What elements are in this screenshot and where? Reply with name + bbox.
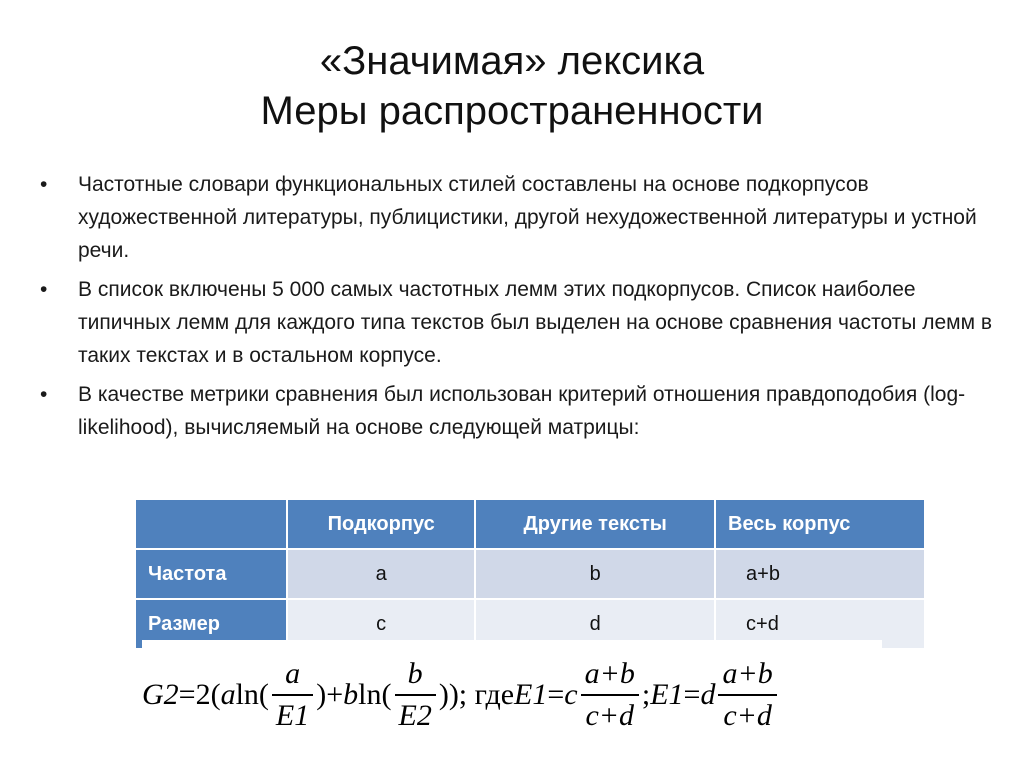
title-line-1: «Значимая» лексика xyxy=(319,39,705,83)
title-line-2: Меры распространенности xyxy=(260,89,764,133)
formula-part: =2( xyxy=(178,678,221,711)
fraction-numerator: a+b xyxy=(722,657,773,690)
fraction-b-over-e2 xyxy=(395,654,436,736)
fraction-sum-ab-over-cd xyxy=(581,654,639,736)
formula-e1: E1 xyxy=(650,678,684,711)
table-cell: c xyxy=(287,599,475,649)
table-header-other-texts: Другие тексты xyxy=(475,499,715,549)
bullet-icon: • xyxy=(40,278,48,301)
bullet-icon: • xyxy=(40,173,48,196)
table-cell: d xyxy=(475,599,715,649)
formula-e1: E1 xyxy=(514,678,548,711)
bullet-item xyxy=(40,168,1000,267)
contingency-table xyxy=(134,498,926,650)
bullet-icon: • xyxy=(40,383,48,406)
formula-var-d: d xyxy=(700,678,716,711)
row-label-size: Размер xyxy=(135,599,287,649)
fraction-denominator: E2 xyxy=(398,699,432,732)
bullet-item xyxy=(40,378,1000,444)
formula-var-c: c xyxy=(564,678,578,711)
slide-title xyxy=(0,36,1024,136)
formula-part: ln( xyxy=(358,678,392,711)
fraction-denominator: E1 xyxy=(275,699,310,732)
formula-part: ln( xyxy=(235,678,269,711)
table-cell: a xyxy=(287,549,475,599)
row-label-frequency: Частота xyxy=(135,549,287,599)
table-header-whole-corpus: Весь корпус xyxy=(715,499,925,549)
log-likelihood-formula xyxy=(142,640,882,750)
bullet-text: В качестве метрики сравнения был использован критерий отношения правдоподобия (log-likelihood), вычисляемый на основе следующей матрицы: xyxy=(78,383,966,439)
fraction-denominator: c+d xyxy=(723,699,772,732)
fraction-numerator: a+b xyxy=(584,657,635,690)
formula-var-b: b xyxy=(343,678,359,711)
formula-g2: G2 xyxy=(142,678,179,711)
table-cell: c+d xyxy=(715,599,925,649)
bullet-item xyxy=(40,273,1000,372)
bullet-text: В список включены 5 000 самых частотных лемм этих подкорпусов. Список наиболее типичных лемм для каждого типа текстов был выделен на основе сравнения частоты лемм в таких текстах и в остальном корпусе. xyxy=(78,278,993,367)
fraction-numerator: b xyxy=(407,657,423,690)
table-cell: a+b xyxy=(715,549,925,599)
formula-part: )+ xyxy=(316,678,344,711)
table-header-corner xyxy=(135,499,287,549)
table-header-subcorpus: Подкорпус xyxy=(287,499,475,549)
table-header-row xyxy=(135,499,925,549)
table-cell: b xyxy=(475,549,715,599)
fraction-numerator: a xyxy=(285,657,301,690)
fraction-sum-ab-over-cd xyxy=(718,654,776,736)
formula-part: = xyxy=(547,678,565,711)
fraction-a-over-e1 xyxy=(272,654,313,736)
fraction-denominator: c+d xyxy=(585,699,635,732)
table-row xyxy=(135,549,925,599)
bullet-list xyxy=(40,168,1000,450)
formula-var-a: a xyxy=(220,678,236,711)
formula-part: )); где xyxy=(438,678,515,711)
bullet-text: Частотные словари функциональных стилей составлены на основе подкорпусов художественной литературы, публицистики, другой нехудожественной литературы и устной речи. xyxy=(78,173,977,262)
formula-part: ; xyxy=(641,678,651,711)
formula-part: = xyxy=(683,678,701,711)
